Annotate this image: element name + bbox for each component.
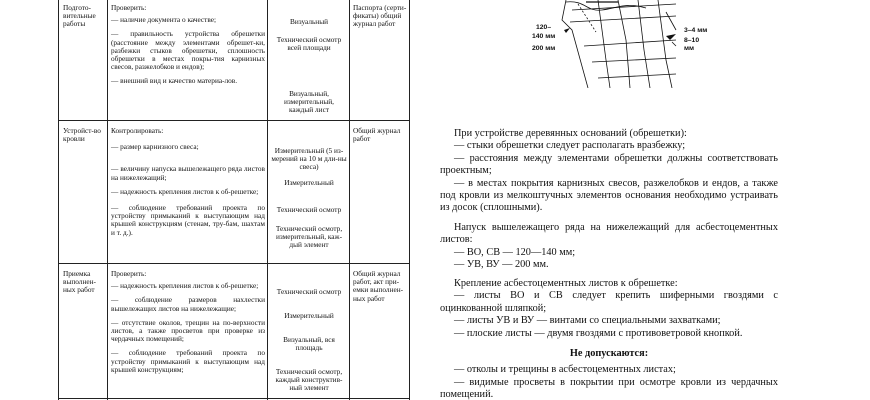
paragraph: — ВО, СВ — 120—140 мм; [454, 246, 576, 258]
overlap-label: 200 мм [532, 45, 556, 52]
paragraph: При устройстве деревянных оснований (обрешетки): [454, 128, 687, 139]
section-heading: Не допускаются: [569, 348, 649, 359]
control-item: — надежность крепления листов к об-решетке; [111, 281, 259, 291]
method-item: Технический осмотр всей площади [276, 35, 342, 53]
paragraph: — УВ, ВУ — 200 мм. [454, 259, 549, 271]
paragraph: Напуск вышележащего ряда на нижележащий для асбестоцементных листов: [440, 222, 778, 246]
method-item: Визуальный, вся площадь [283, 335, 335, 353]
documentation-cell: Паспорта (серти-фикаты) общий журнал работ [353, 3, 407, 29]
control-item: — соблюдение требований проекта по устройству примыканий к выступающим над крышей конструкциям; [111, 348, 265, 374]
control-head: Проверить: [111, 3, 147, 12]
control-head: Контролировать: [111, 126, 164, 135]
stage-cell: Приемка выполнен-ных работ [63, 269, 96, 295]
documentation-cell: Общий журнал работ [353, 126, 401, 144]
paragraph: — листы УВ и ВУ — винтами со специальными захватками; [454, 315, 721, 327]
row-divider [59, 263, 409, 264]
body-text [440, 128, 778, 215]
control-cell [111, 127, 265, 243]
body-text [440, 222, 778, 272]
row-divider [59, 120, 409, 121]
paragraph: — плоские листы — двумя гвоздями с противоветровой кнопкой. [454, 327, 743, 339]
roof-sheet-drawing [526, 0, 709, 88]
method-item: Измерительный (5 из-мерений на 10 м дли-ны свеса) [271, 146, 347, 172]
method-item: Измерительный [284, 178, 334, 187]
paragraph: Крепление асбестоцементных листов к обрешетке: [454, 278, 678, 289]
method-item: Визуальный [289, 17, 329, 26]
paragraph: — в местах покрытия карнизных свесов, разжелобков и ендов, а также под кровли из мелкоштучных элементов основания необходимо устраивать из досок (сплошными). [440, 177, 778, 214]
control-item: — правильность устройства обрешетки (расстояние между элементами обрешет-ки, разбежки стыков обрешетки, сплошность обрешетки в местах покры-тия карнизных свесов, разжелобков и ендов); [111, 29, 265, 72]
overlap-label: 140 мм [532, 33, 556, 40]
body-text [440, 348, 778, 400]
column-divider [267, 0, 268, 400]
control-head: Проверить: [111, 269, 147, 278]
control-item: — размер карнизного свеса; [111, 142, 199, 152]
control-item: — отсутствие околов, трещин на по-верхности листов, а также просветов при проверке из чердачных помещений; [111, 317, 265, 344]
stage-cell: Устройст-во кровли [63, 126, 101, 144]
method-item: Измерительный [284, 311, 334, 320]
quality-control-table [58, 0, 410, 400]
paragraph: — отколы и трещины в асбестоцементных листах; [454, 364, 676, 376]
control-cell [111, 270, 265, 380]
method-item: Технический осмотр [276, 287, 342, 296]
column-divider [349, 0, 350, 400]
method-item: Визуальный, измерительный, каждый лист [283, 89, 335, 115]
control-cell [111, 4, 265, 92]
gap-label: 3–4 мм [684, 27, 708, 34]
method-item: Технический осмотр [276, 205, 342, 214]
paragraph: — стыки обрешетки следует располагать вразбежку; [454, 140, 686, 152]
method-item: Технический осмотр, каждый конструктив-ный элемент [275, 367, 343, 393]
body-text [440, 278, 778, 340]
control-item: — наличие документа о качестве; [111, 15, 217, 25]
paragraph: — расстояния между элементами обрешетки должны соответствовать проектным; [440, 152, 778, 177]
documentation-cell: Общий журнал работ, акт при-емки выполнен-ных работ [353, 269, 404, 303]
roof-overlap-figure [526, 0, 709, 88]
control-item: — внешний вид и качество материа-лов. [111, 76, 238, 86]
row-divider [59, 398, 409, 399]
control-item: — соблюдение требований проекта по устройству примыканий к выступающим над крышей конструкциям (стенам, тру-бам, шахтам и т. д.). [111, 203, 265, 237]
stage-cell: Подгото-вительные работы [63, 3, 96, 29]
paragraph: — листы ВО и СВ следует крепить шиферными гвоздями с оцинкованной шляпкой; [440, 290, 778, 314]
overlap-label: 120– [536, 24, 552, 31]
control-item: — величину напуска вышележащего ряда листов на нижележащий; [111, 164, 265, 182]
control-item: — надежность крепления листов к об-решетке; [111, 186, 259, 196]
method-item: Технический осмотр, измерительный, каж-дый элемент [275, 224, 343, 250]
control-item: — соблюдение размеров нахлестки вышележащих листов на нижележащие; [111, 295, 265, 313]
gap-label: 8–10 мм [684, 37, 700, 52]
paragraph: — видимые просветы в покрытии при осмотре кровли из чердачных помещений. [440, 376, 778, 400]
column-divider [107, 0, 108, 400]
